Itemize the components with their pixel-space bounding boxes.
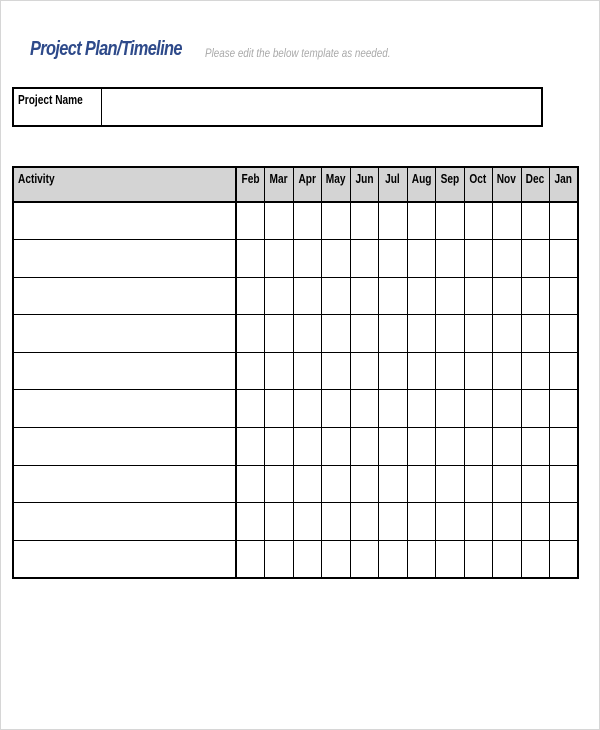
month-cell-dec[interactable] [521, 540, 550, 578]
month-cell-sep[interactable] [436, 390, 465, 428]
month-cell-aug[interactable] [407, 428, 436, 466]
activity-cell[interactable] [13, 390, 236, 428]
month-cell-oct[interactable] [464, 202, 493, 240]
month-cell-oct[interactable] [464, 352, 493, 390]
month-header-jun [350, 167, 379, 202]
month-cell-jul[interactable] [379, 240, 408, 278]
activity-cell[interactable] [13, 465, 236, 503]
table-row [13, 465, 578, 503]
month-cell-sep[interactable] [436, 315, 465, 353]
month-cell-feb[interactable] [236, 465, 265, 503]
month-cell-nov[interactable] [493, 315, 522, 353]
month-cell-oct[interactable] [464, 465, 493, 503]
month-cell-apr[interactable] [293, 503, 322, 541]
month-header-mar [265, 167, 294, 202]
month-cell-may[interactable] [322, 503, 351, 541]
month-cell-feb[interactable] [236, 540, 265, 578]
timeline-body [13, 202, 578, 578]
month-cell-mar[interactable] [265, 540, 294, 578]
table-row [13, 315, 578, 353]
month-cell-mar[interactable] [265, 428, 294, 466]
project-name-label [14, 89, 102, 125]
month-cell-nov[interactable] [493, 540, 522, 578]
month-cell-jun[interactable] [350, 390, 379, 428]
month-cell-oct[interactable] [464, 428, 493, 466]
month-cell-feb[interactable] [236, 277, 265, 315]
month-cell-mar[interactable] [265, 390, 294, 428]
month-cell-dec[interactable] [521, 315, 550, 353]
month-cell-apr[interactable] [293, 202, 322, 240]
month-cell-may[interactable] [322, 315, 351, 353]
month-cell-jul[interactable] [379, 465, 408, 503]
month-cell-jul[interactable] [379, 503, 408, 541]
month-cell-mar[interactable] [265, 465, 294, 503]
table-row [13, 428, 578, 466]
table-row [13, 352, 578, 390]
month-cell-apr[interactable] [293, 390, 322, 428]
month-cell-nov[interactable] [493, 240, 522, 278]
month-cell-mar[interactable] [265, 240, 294, 278]
month-header-may [322, 167, 351, 202]
month-header-text: Dec [525, 171, 545, 186]
month-header-oct [464, 167, 493, 202]
month-cell-may[interactable] [322, 428, 351, 466]
month-cell-nov[interactable] [493, 202, 522, 240]
month-cell-dec[interactable] [521, 428, 550, 466]
month-header-text: Mar [269, 171, 288, 186]
month-header-feb [236, 167, 265, 202]
month-cell-jul[interactable] [379, 428, 408, 466]
month-cell-aug[interactable] [407, 390, 436, 428]
month-cell-sep[interactable] [436, 202, 465, 240]
activity-cell[interactable] [13, 503, 236, 541]
month-cell-jul[interactable] [379, 390, 408, 428]
page-subtitle: Please edit the below template as needed. [205, 46, 391, 60]
month-cell-may[interactable] [322, 390, 351, 428]
month-cell-mar[interactable] [265, 202, 294, 240]
month-header-sep [436, 167, 465, 202]
month-cell-sep[interactable] [436, 240, 465, 278]
table-row [13, 202, 578, 240]
month-cell-apr[interactable] [293, 465, 322, 503]
month-header-text: Aug [411, 171, 432, 186]
activity-column-header [13, 167, 236, 202]
month-cell-aug[interactable] [407, 277, 436, 315]
timeline-table [12, 166, 579, 579]
month-cell-jan[interactable] [550, 465, 579, 503]
activity-cell[interactable] [13, 428, 236, 466]
month-cell-aug[interactable] [407, 240, 436, 278]
table-row [13, 277, 578, 315]
month-cell-dec[interactable] [521, 503, 550, 541]
month-cell-apr[interactable] [293, 540, 322, 578]
month-header-text: Jan [554, 171, 573, 186]
month-cell-feb[interactable] [236, 390, 265, 428]
month-cell-dec[interactable] [521, 240, 550, 278]
month-cell-sep[interactable] [436, 352, 465, 390]
month-cell-jan[interactable] [550, 428, 579, 466]
month-cell-jan[interactable] [550, 202, 579, 240]
page-title: Project Plan/Timeline [30, 38, 182, 60]
project-name-label-text: Project Name [18, 92, 83, 107]
month-cell-sep[interactable] [436, 540, 465, 578]
activity-cell[interactable] [13, 240, 236, 278]
project-name-box [12, 87, 543, 127]
header [30, 38, 391, 61]
month-cell-jun[interactable] [350, 503, 379, 541]
month-cell-jun[interactable] [350, 277, 379, 315]
table-row [13, 540, 578, 578]
month-header-text: May [325, 171, 346, 186]
month-cell-oct[interactable] [464, 390, 493, 428]
activity-cell[interactable] [13, 352, 236, 390]
month-cell-dec[interactable] [521, 390, 550, 428]
month-cell-nov[interactable] [493, 428, 522, 466]
month-cell-jul[interactable] [379, 540, 408, 578]
month-cell-mar[interactable] [265, 352, 294, 390]
month-cell-nov[interactable] [493, 503, 522, 541]
month-cell-jan[interactable] [550, 315, 579, 353]
activity-column-header-text: Activity [18, 171, 55, 186]
month-cell-jan[interactable] [550, 352, 579, 390]
month-cell-nov[interactable] [493, 277, 522, 315]
month-cell-oct[interactable] [464, 240, 493, 278]
month-cell-feb[interactable] [236, 503, 265, 541]
month-cell-feb[interactable] [236, 352, 265, 390]
month-cell-oct[interactable] [464, 503, 493, 541]
month-cell-sep[interactable] [436, 277, 465, 315]
month-cell-dec[interactable] [521, 352, 550, 390]
month-cell-jan[interactable] [550, 390, 579, 428]
month-cell-jul[interactable] [379, 277, 408, 315]
month-cell-nov[interactable] [493, 465, 522, 503]
month-cell-sep[interactable] [436, 503, 465, 541]
month-cell-apr[interactable] [293, 352, 322, 390]
month-cell-oct[interactable] [464, 540, 493, 578]
month-header-dec [521, 167, 550, 202]
month-cell-mar[interactable] [265, 277, 294, 315]
month-cell-may[interactable] [322, 540, 351, 578]
month-cell-feb[interactable] [236, 428, 265, 466]
month-cell-mar[interactable] [265, 315, 294, 353]
month-cell-apr[interactable] [293, 428, 322, 466]
month-header-text: Apr [298, 171, 316, 186]
month-cell-jul[interactable] [379, 352, 408, 390]
month-cell-nov[interactable] [493, 390, 522, 428]
month-cell-dec[interactable] [521, 202, 550, 240]
month-cell-dec[interactable] [521, 465, 550, 503]
month-cell-sep[interactable] [436, 465, 465, 503]
month-cell-apr[interactable] [293, 315, 322, 353]
month-cell-feb[interactable] [236, 240, 265, 278]
month-cell-aug[interactable] [407, 352, 436, 390]
month-cell-jun[interactable] [350, 352, 379, 390]
month-cell-may[interactable] [322, 352, 351, 390]
month-cell-may[interactable] [322, 202, 351, 240]
month-cell-oct[interactable] [464, 315, 493, 353]
table-row [13, 240, 578, 278]
timeline-header-row [13, 167, 578, 202]
month-cell-feb[interactable] [236, 202, 265, 240]
month-header-text: Nov [497, 171, 517, 186]
month-header-text: Oct [469, 171, 487, 186]
month-cell-jun[interactable] [350, 202, 379, 240]
month-cell-aug[interactable] [407, 315, 436, 353]
month-cell-aug[interactable] [407, 540, 436, 578]
month-cell-jun[interactable] [350, 240, 379, 278]
month-header-nov [493, 167, 522, 202]
activity-cell[interactable] [13, 202, 236, 240]
month-cell-may[interactable] [322, 465, 351, 503]
project-name-field[interactable] [102, 89, 541, 125]
month-cell-aug[interactable] [407, 202, 436, 240]
month-cell-may[interactable] [322, 240, 351, 278]
month-cell-apr[interactable] [293, 277, 322, 315]
month-cell-sep[interactable] [436, 428, 465, 466]
month-header-aug [407, 167, 436, 202]
table-row [13, 503, 578, 541]
month-cell-jul[interactable] [379, 315, 408, 353]
month-cell-jan[interactable] [550, 540, 579, 578]
month-header-text: Sep [440, 171, 460, 186]
month-header-text: Jul [385, 171, 401, 186]
activity-cell[interactable] [13, 277, 236, 315]
month-cell-feb[interactable] [236, 315, 265, 353]
month-header-apr [293, 167, 322, 202]
month-cell-jun[interactable] [350, 465, 379, 503]
month-cell-aug[interactable] [407, 503, 436, 541]
month-cell-jan[interactable] [550, 240, 579, 278]
month-cell-aug[interactable] [407, 465, 436, 503]
month-cell-may[interactable] [322, 277, 351, 315]
month-cell-jun[interactable] [350, 315, 379, 353]
month-cell-apr[interactable] [293, 240, 322, 278]
month-cell-jun[interactable] [350, 540, 379, 578]
month-cell-jun[interactable] [350, 428, 379, 466]
activity-cell[interactable] [13, 315, 236, 353]
month-cell-dec[interactable] [521, 277, 550, 315]
month-header-text: Feb [241, 171, 260, 186]
month-header-jul [379, 167, 408, 202]
month-cell-nov[interactable] [493, 352, 522, 390]
month-header-jan [550, 167, 579, 202]
month-header-text: Jun [355, 171, 374, 186]
activity-cell[interactable] [13, 540, 236, 578]
month-cell-jan[interactable] [550, 503, 579, 541]
month-cell-jul[interactable] [379, 202, 408, 240]
month-cell-oct[interactable] [464, 277, 493, 315]
month-cell-mar[interactable] [265, 503, 294, 541]
table-row [13, 390, 578, 428]
month-cell-jan[interactable] [550, 277, 579, 315]
